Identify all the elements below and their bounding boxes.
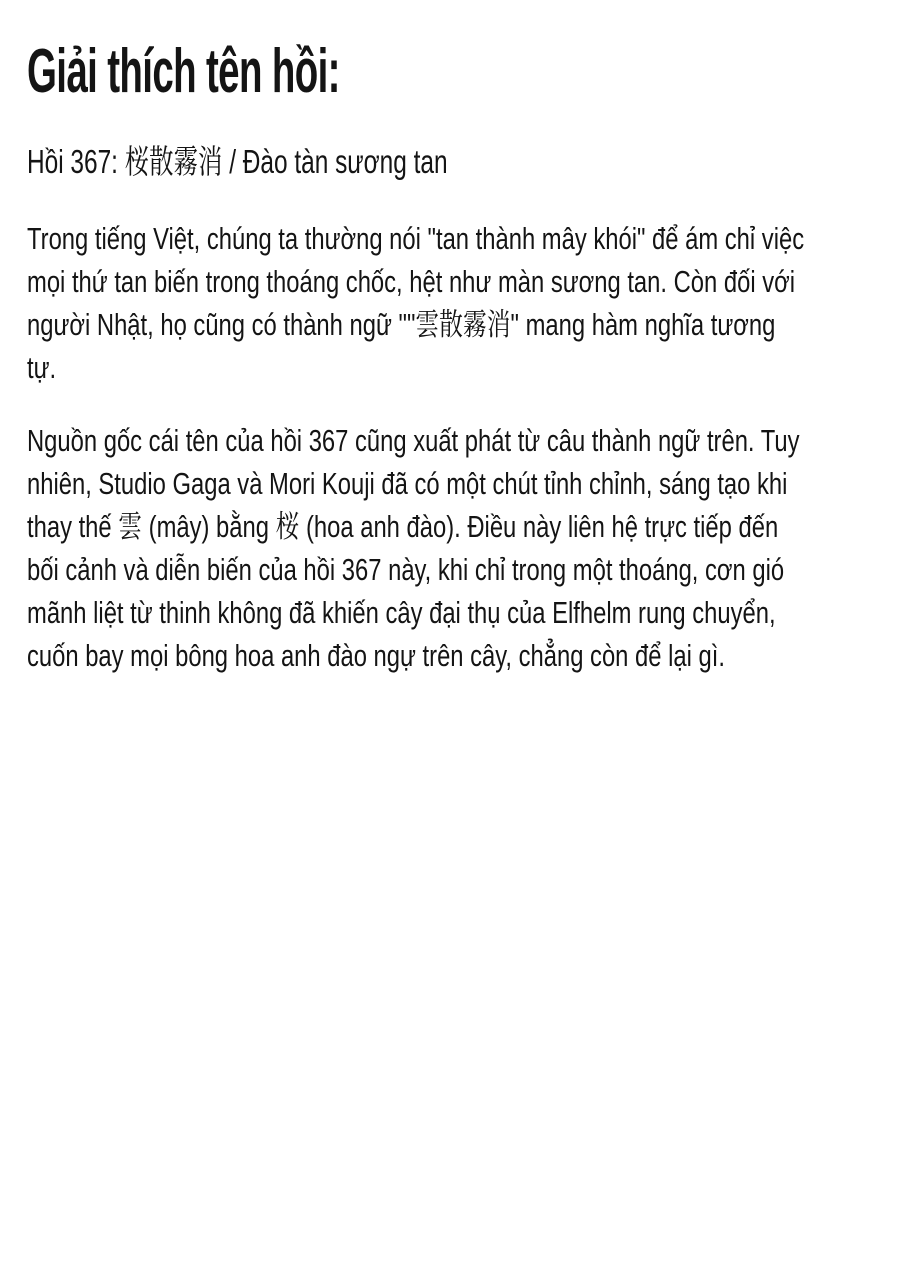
text-line: thay thế 雲 (mây) bằng 桜 (hoa anh đào). Điều này liên hệ trực tiếp đến <box>27 510 779 544</box>
text-line: mọi thứ tan biến trong thoáng chốc, hệt như màn sương tan. Còn đối với <box>27 265 796 299</box>
text-line: Trong tiếng Việt, chúng ta thường nói "tan thành mây khói" để ám chỉ việc <box>27 222 805 256</box>
text-line: cuốn bay mọi bông hoa anh đào ngự trên cây, chẳng còn để lại gì. <box>27 639 725 673</box>
text-line: người Nhật, họ cũng có thành ngữ ""雲散霧消" mang hàm nghĩa tương <box>27 308 776 342</box>
paragraph-idiom-explanation <box>27 218 900 390</box>
chapter-title-line: Hồi 367: 桜散霧消 / Đào tàn sương tan <box>27 143 448 180</box>
text-line: nhiên, Studio Gaga và Mori Kouji đã có một chút tỉnh chỉnh, sáng tạo khi <box>27 467 788 501</box>
paragraph-title-origin <box>27 420 900 678</box>
text-line: Nguồn gốc cái tên của hồi 367 cũng xuất phát từ câu thành ngữ trên. Tuy <box>27 424 800 458</box>
text-line: tự. <box>27 351 57 385</box>
text-line: mãnh liệt từ thinh không đã khiến cây đại thụ của Elfhelm rung chuyển, <box>27 596 776 630</box>
text-line: bối cảnh và diễn biến của hồi 367 này, khi chỉ trong một thoáng, cơn gió <box>27 553 785 587</box>
page-title: Giải thích tên hồi: <box>27 37 340 106</box>
